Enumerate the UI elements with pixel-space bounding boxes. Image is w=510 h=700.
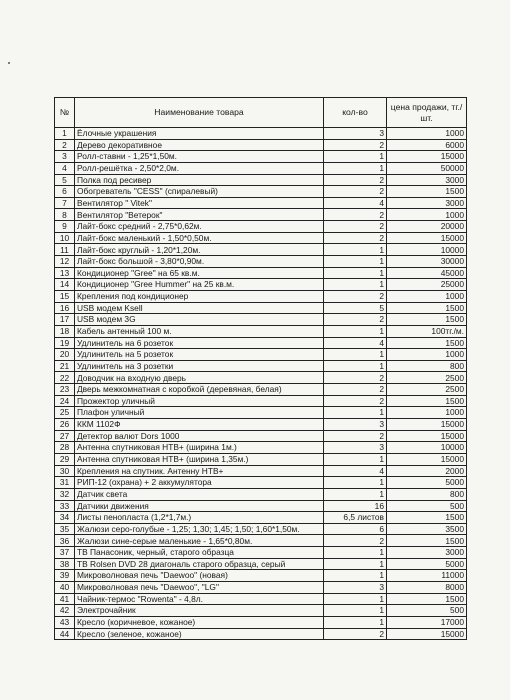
header-quantity: кол-во [324,98,387,128]
row-item-name: Детектор валют Dors 1000 [75,430,324,442]
row-number: 19 [55,337,75,349]
row-quantity: 2 [324,372,387,384]
row-item-name: ТВ Rolsen DVD 28 диагональ старого образца, серый [75,558,324,570]
table-row [55,244,467,256]
row-quantity: 1 [324,558,387,570]
row-item-name: Доводчик на входную дверь [75,372,324,384]
row-quantity: 16 [324,500,387,512]
header-number: № [55,98,75,128]
row-quantity: 1 [324,570,387,582]
row-price: 1000 [387,128,467,140]
row-number: 6 [55,186,75,198]
row-number: 14 [55,279,75,291]
row-price: 500 [387,500,467,512]
row-quantity: 4 [324,197,387,209]
row-item-name: Лайт-бокс средний - 2,75*0,62м. [75,221,324,233]
row-item-name: ТВ Панасоник, черный, старого образца [75,547,324,559]
row-price: 10000 [387,244,467,256]
row-number: 27 [55,430,75,442]
row-item-name: Лайт-бокс маленький - 1,50*0,50м. [75,232,324,244]
table-row [55,570,467,582]
row-quantity: 2 [324,221,387,233]
row-item-name: Прожектор уличный [75,395,324,407]
row-number: 37 [55,547,75,559]
row-item-name: Ролл-ставни - 1,25*1,50м. [75,151,324,163]
row-item-name: Датчики движения [75,500,324,512]
table-row [55,290,467,302]
row-number: 15 [55,290,75,302]
row-price: 1000 [387,349,467,361]
row-item-name: Чайник-термос "Rowenta" - 4,8л. [75,593,324,605]
row-item-name: Дверь межкомнатная с коробкой (деревяная, белая) [75,384,324,396]
row-item-name: USB модем Ksell [75,302,324,314]
row-price: 3000 [387,174,467,186]
row-number: 20 [55,349,75,361]
row-quantity: 1 [324,349,387,361]
table-row [55,547,467,559]
table-row [55,500,467,512]
row-item-name: Плафон уличный [75,407,324,419]
row-quantity: 1 [324,407,387,419]
table-row [55,512,467,524]
table-row [55,593,467,605]
row-item-name: Вентилятор " Vitek" [75,197,324,209]
row-quantity: 2 [324,395,387,407]
table-row [55,325,467,337]
table-row [55,523,467,535]
row-quantity: 2 [324,628,387,640]
row-price: 20000 [387,221,467,233]
row-quantity: 1 [324,325,387,337]
inventory-table [54,97,467,640]
row-item-name: Электрочайник [75,605,324,617]
row-quantity: 2 [324,232,387,244]
row-quantity: 1 [324,244,387,256]
row-item-name: Вентилятор "Ветерок" [75,209,324,221]
row-price: 15000 [387,628,467,640]
header-item-name: Наименование товара [75,98,324,128]
row-number: 21 [55,360,75,372]
table-row [55,535,467,547]
row-item-name: Кресло (зеленое, кожаное) [75,628,324,640]
row-item-name: Удлинитель на 6 розеток [75,337,324,349]
row-price: 3500 [387,523,467,535]
table-row [55,442,467,454]
table-row [55,465,467,477]
table-row [55,605,467,617]
table-row [55,128,467,140]
row-price: 25000 [387,279,467,291]
row-item-name: Лайт-бокс большой - 3,80*0,90м. [75,256,324,268]
row-price: 17000 [387,616,467,628]
row-quantity: 1 [324,360,387,372]
row-price: 1500 [387,593,467,605]
row-number: 32 [55,488,75,500]
row-number: 31 [55,477,75,489]
row-item-name: Крепления на спутник. Антенну НТВ+ [75,465,324,477]
table-row [55,209,467,221]
row-number: 42 [55,605,75,617]
row-price: 1500 [387,535,467,547]
row-item-name: Крепления под кондиционер [75,290,324,302]
header-price: цена продажи, тг./шт. [387,98,467,128]
row-price: 3000 [387,547,467,559]
row-item-name: Жалюзи сине-серые маленькие - 1,65*0,80м. [75,535,324,547]
row-price: 11000 [387,570,467,582]
row-number: 36 [55,535,75,547]
row-quantity: 1 [324,616,387,628]
row-number: 11 [55,244,75,256]
table-body [55,128,467,640]
row-item-name: Ёлочные украшения [75,128,324,140]
row-price: 1000 [387,290,467,302]
row-item-name: Антенна спутниковая НТВ+ (ширина 1м.) [75,442,324,454]
row-price: 50000 [387,162,467,174]
row-price: 1500 [387,395,467,407]
row-price: 100тг./м. [387,325,467,337]
row-price: 15000 [387,151,467,163]
row-price: 15000 [387,419,467,431]
row-quantity: 1 [324,593,387,605]
table-row [55,314,467,326]
row-item-name: ККМ 1102Ф [75,419,324,431]
row-quantity: 2 [324,314,387,326]
row-quantity: 3 [324,419,387,431]
row-price: 1500 [387,186,467,198]
row-price: 10000 [387,442,467,454]
row-price: 5000 [387,558,467,570]
row-number: 40 [55,581,75,593]
table-row [55,453,467,465]
table-row [55,279,467,291]
row-item-name: Обогреватель "CESS" (спиралевый) [75,186,324,198]
table-row [55,628,467,640]
row-quantity: 1 [324,151,387,163]
row-quantity: 2 [324,174,387,186]
row-quantity: 1 [324,453,387,465]
row-number: 3 [55,151,75,163]
row-number: 4 [55,162,75,174]
table-row [55,407,467,419]
row-item-name: Кондиционер "Gree" на 65 кв.м. [75,267,324,279]
row-item-name: Кондиционер "Gree Hummer" на 25 кв.м. [75,279,324,291]
row-price: 8000 [387,581,467,593]
row-number: 13 [55,267,75,279]
row-number: 9 [55,221,75,233]
row-item-name: Полка под ресивер [75,174,324,186]
row-item-name: Жалюзи серо-голубые - 1,25; 1,30; 1,45; 1,50; 1,60*1,50м. [75,523,324,535]
row-item-name: Листы пенопласта (1,2*1,7м.) [75,512,324,524]
row-quantity: 3 [324,128,387,140]
row-number: 7 [55,197,75,209]
row-number: 16 [55,302,75,314]
row-number: 30 [55,465,75,477]
table-row [55,197,467,209]
table-row [55,302,467,314]
row-quantity: 1 [324,488,387,500]
row-price: 2000 [387,465,467,477]
table-row [55,395,467,407]
table-row [55,349,467,361]
row-quantity: 1 [324,267,387,279]
row-item-name: Ролл-решётка - 2,50*2,0м. [75,162,324,174]
row-price: 2500 [387,384,467,396]
row-price: 1000 [387,407,467,419]
row-quantity: 3 [324,581,387,593]
row-price: 5000 [387,477,467,489]
row-number: 18 [55,325,75,337]
row-item-name: Микроволновая печь "Daewoo" (новая) [75,570,324,582]
table-header-row [55,98,467,128]
table-row [55,384,467,396]
row-quantity: 1 [324,477,387,489]
row-number: 8 [55,209,75,221]
row-quantity: 2 [324,139,387,151]
row-number: 17 [55,314,75,326]
row-item-name: Удлинитель на 3 розетки [75,360,324,372]
row-price: 2500 [387,372,467,384]
row-number: 44 [55,628,75,640]
row-price: 1000 [387,209,467,221]
row-item-name: Кабель антенный 100 м. [75,325,324,337]
row-number: 10 [55,232,75,244]
row-number: 12 [55,256,75,268]
table-row [55,372,467,384]
row-quantity: 1 [324,547,387,559]
row-quantity: 6,5 листов [324,512,387,524]
table-row [55,360,467,372]
table-row [55,337,467,349]
table-row [55,174,467,186]
row-price: 800 [387,360,467,372]
row-number: 41 [55,593,75,605]
row-quantity: 2 [324,430,387,442]
row-number: 34 [55,512,75,524]
row-price: 6000 [387,139,467,151]
row-number: 24 [55,395,75,407]
row-price: 1500 [387,314,467,326]
row-price: 1500 [387,337,467,349]
row-item-name: Кресло (коричневое, кожаное) [75,616,324,628]
row-number: 35 [55,523,75,535]
row-quantity: 1 [324,279,387,291]
row-quantity: 1 [324,162,387,174]
table-row [55,616,467,628]
row-number: 29 [55,453,75,465]
row-number: 1 [55,128,75,140]
row-price: 500 [387,605,467,617]
row-quantity: 2 [324,186,387,198]
row-number: 33 [55,500,75,512]
table-row [55,186,467,198]
table-row [55,477,467,489]
row-quantity: 4 [324,337,387,349]
table-row [55,581,467,593]
table-row [55,221,467,233]
row-item-name: Лайт-бокс круглый - 1,20*1,20м. [75,244,324,256]
row-price: 15000 [387,430,467,442]
row-quantity: 5 [324,302,387,314]
row-number: 23 [55,384,75,396]
table-row [55,162,467,174]
table-row [55,256,467,268]
row-price: 1500 [387,302,467,314]
row-item-name: Датчик света [75,488,324,500]
row-price: 15000 [387,232,467,244]
table-row [55,488,467,500]
scan-speck [8,62,10,64]
row-number: 39 [55,570,75,582]
row-number: 22 [55,372,75,384]
row-number: 43 [55,616,75,628]
row-quantity: 2 [324,535,387,547]
row-number: 25 [55,407,75,419]
row-item-name: Удлинитель на 5 розеток [75,349,324,361]
row-quantity: 2 [324,290,387,302]
row-price: 15000 [387,453,467,465]
row-number: 26 [55,419,75,431]
row-item-name: Микроволновая печь "Daewoo", "LG" [75,581,324,593]
table-row [55,232,467,244]
row-quantity: 1 [324,256,387,268]
row-item-name: РИП-12 (охрана) + 2 аккумулятора [75,477,324,489]
table-row [55,139,467,151]
row-price: 45000 [387,267,467,279]
row-quantity: 2 [324,384,387,396]
row-number: 28 [55,442,75,454]
row-price: 30000 [387,256,467,268]
row-quantity: 3 [324,442,387,454]
row-number: 5 [55,174,75,186]
row-item-name: Антенна спутниковая НТВ+ (ширина 1,35м.) [75,453,324,465]
row-quantity: 2 [324,209,387,221]
table-row [55,430,467,442]
table-row [55,151,467,163]
row-price: 800 [387,488,467,500]
row-number: 38 [55,558,75,570]
row-quantity: 4 [324,465,387,477]
row-price: 1500 [387,512,467,524]
table-row [55,267,467,279]
row-number: 2 [55,139,75,151]
row-price: 3000 [387,197,467,209]
table-row [55,558,467,570]
row-quantity: 1 [324,605,387,617]
row-item-name: USB модем 3G [75,314,324,326]
row-item-name: Дерево декоративное [75,139,324,151]
table-row [55,419,467,431]
row-quantity: 6 [324,523,387,535]
